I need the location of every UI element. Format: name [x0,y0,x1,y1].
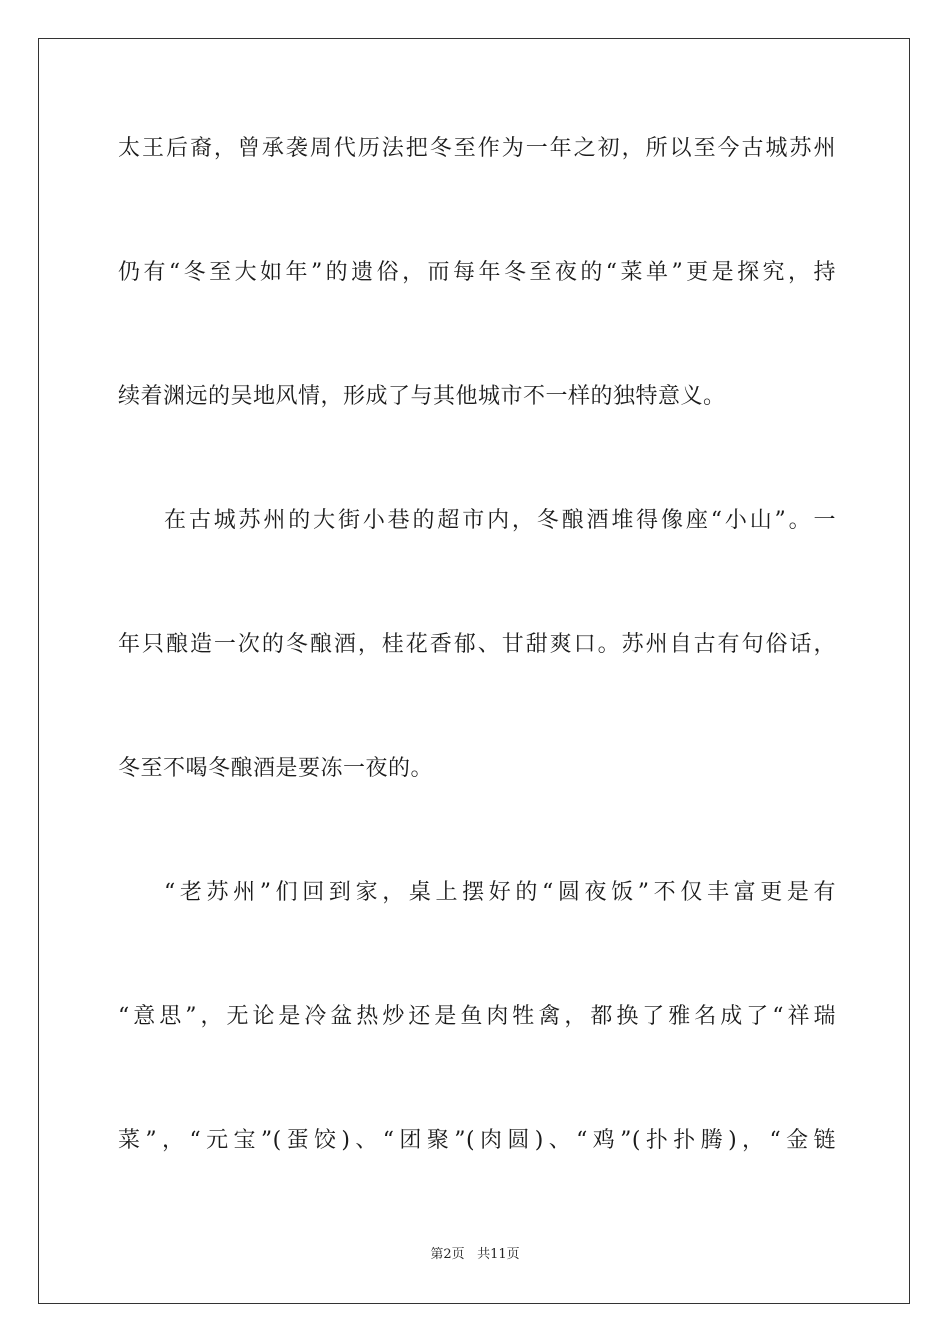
text-line: 续着渊远的吴地风情，形成了与其他城市不一样的独特意义。 [118,384,726,409]
paragraph-start-line: “老苏州”们回到家，桌上摆好的“圆夜饭”不仅丰富更是有 [164,880,836,905]
text-line: 太王后裔，曾承袭周代历法把冬至作为一年之初，所以至今古城苏州 [118,136,836,161]
text-line: 冬至不喝冬酿酒是要冻一夜的。 [118,756,434,781]
text-line: 年只酿造一次的冬酿酒，桂花香郁、甘甜爽口。苏州自古有句俗话， [118,632,836,657]
text-line: “意思”，无论是冷盆热炒还是鱼肉牲禽，都换了雅名成了“祥瑞 [118,1004,836,1029]
paragraph-start-line: 在古城苏州的大街小巷的超市内，冬酿酒堆得像座“小山”。一 [164,508,836,533]
page-total: 共11页 [477,1247,520,1262]
page-border [38,38,910,1304]
page-footer [0,1246,950,1264]
text-line: 仍有“冬至大如年”的遗俗，而每年冬至夜的“菜单”更是探究，持 [118,260,836,285]
text-line: 菜”，“元宝”(蛋饺)、“团聚”(肉圆)、“鸡”(扑扑腾)，“金链 [118,1128,836,1153]
page-number: 第2页 [430,1247,465,1262]
